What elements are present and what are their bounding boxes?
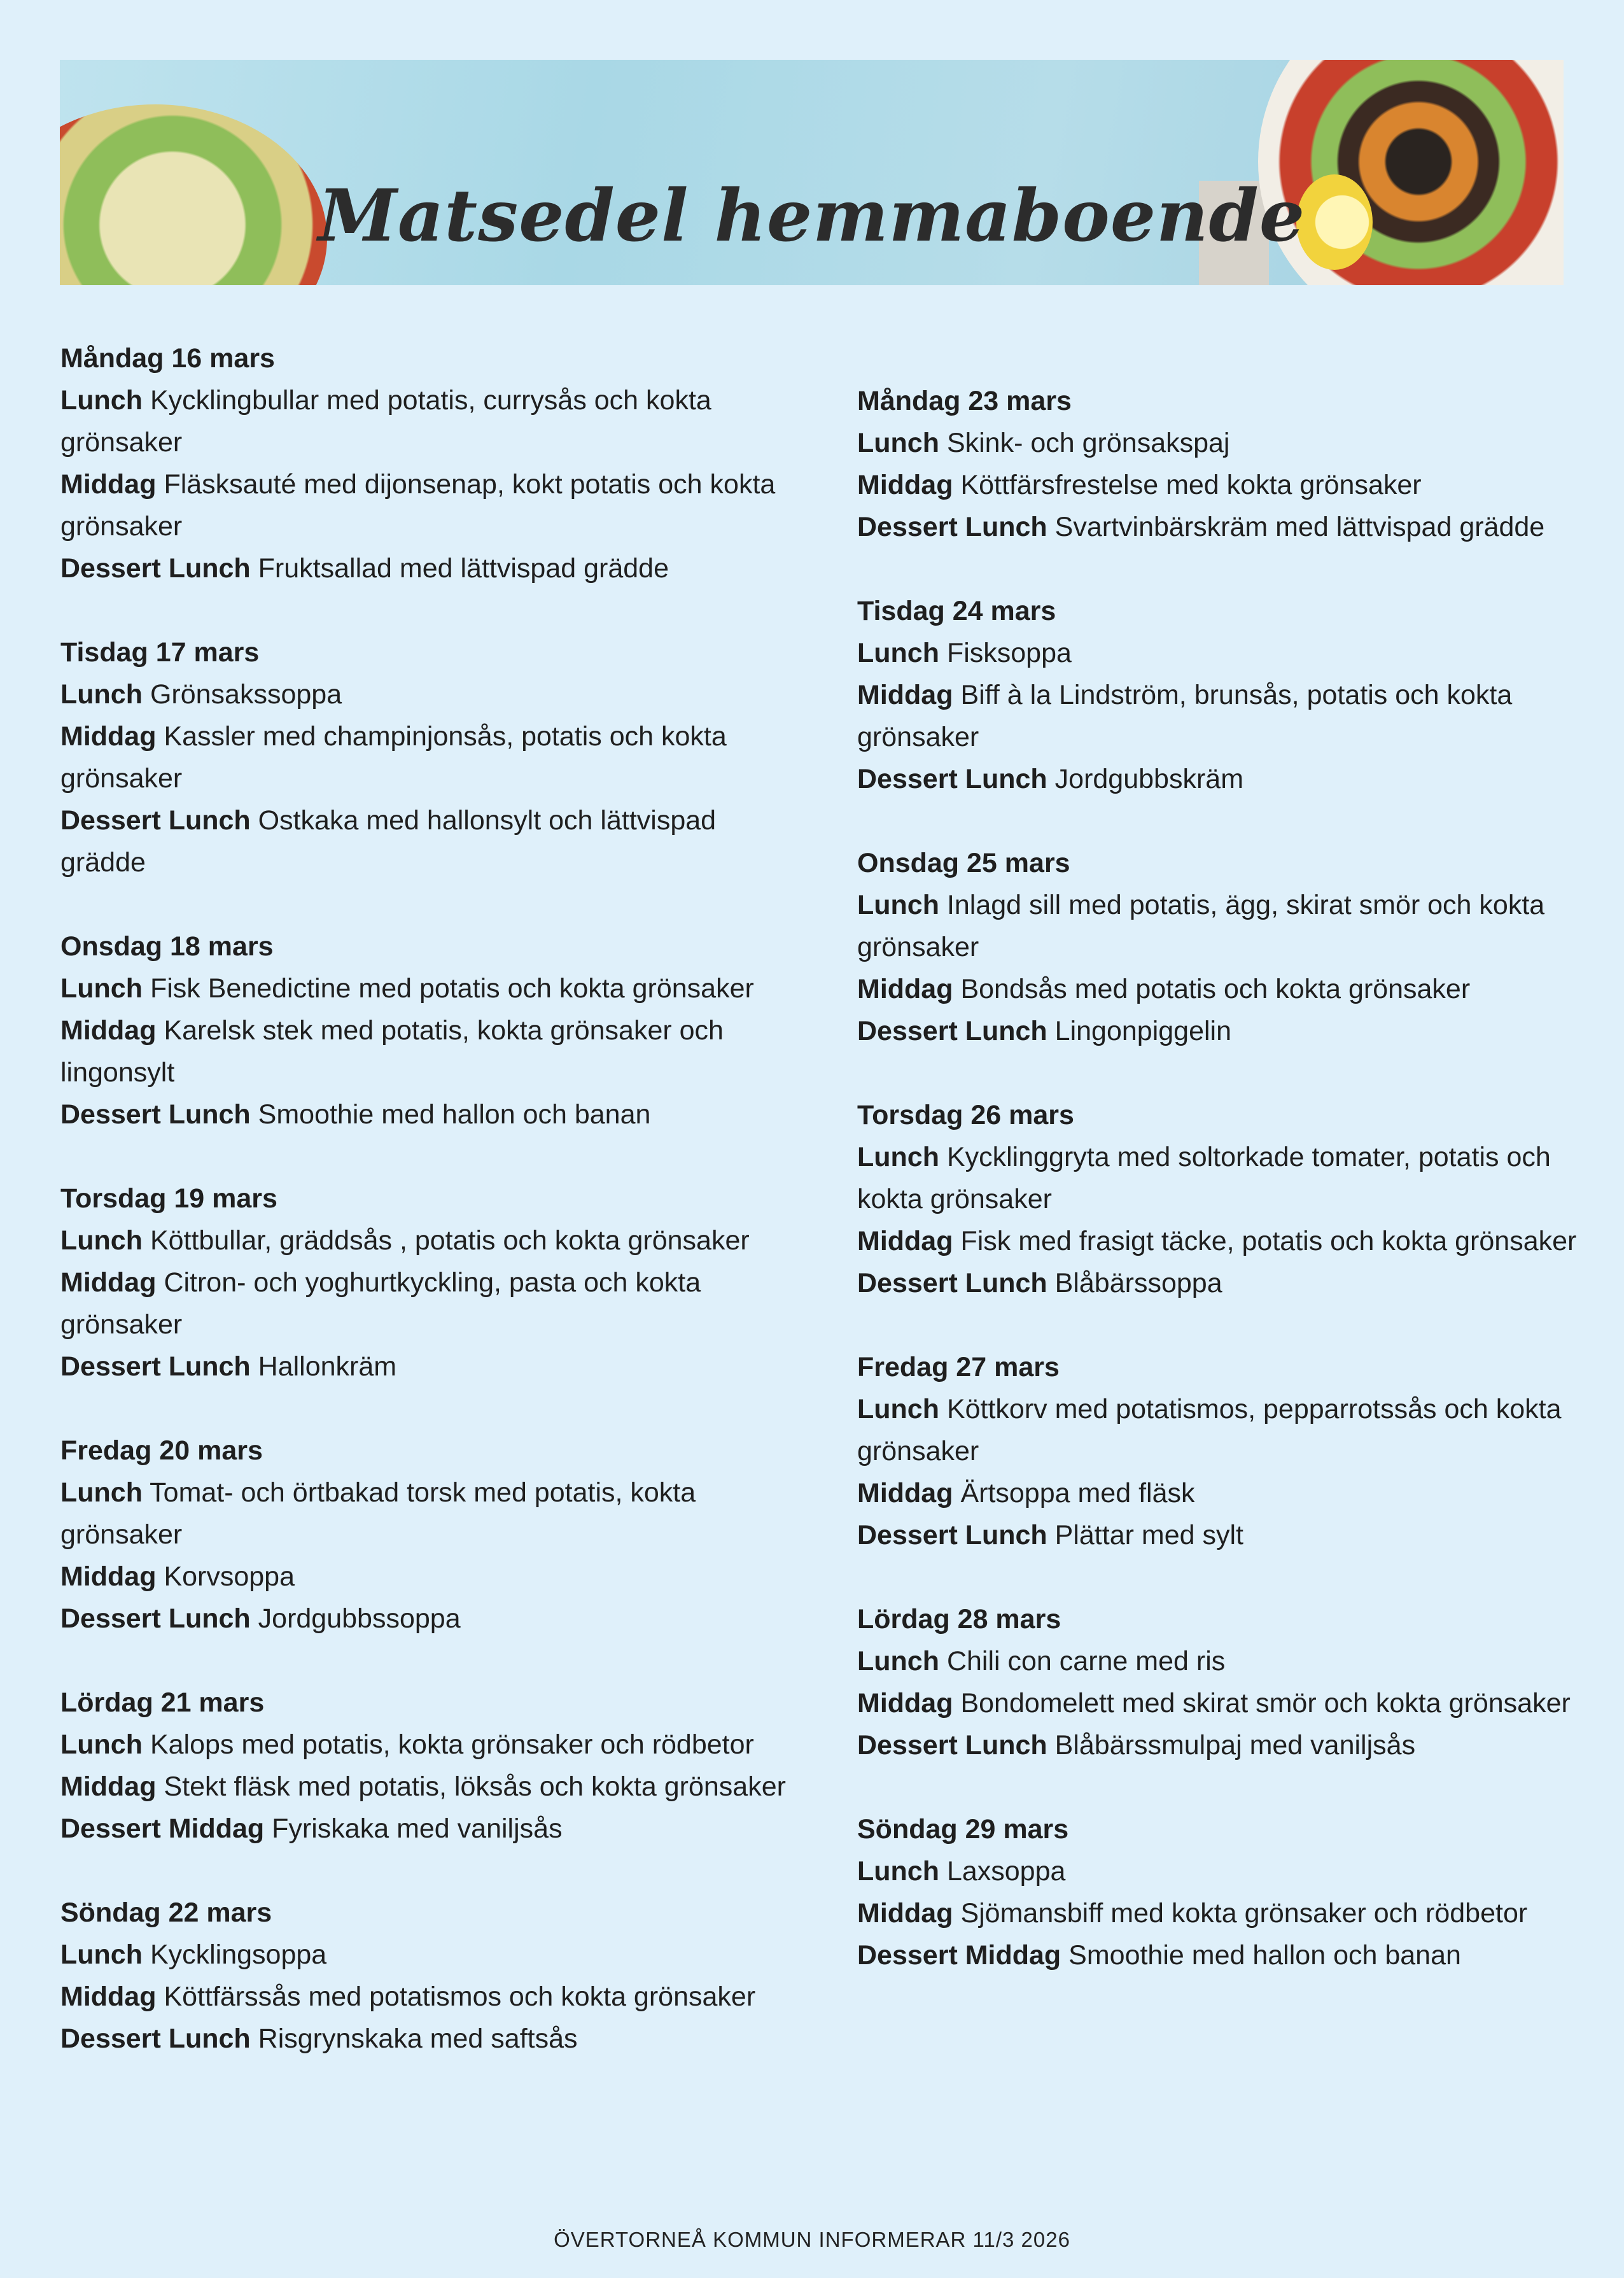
meal-text: Blåbärssmulpaj med vaniljsås xyxy=(1054,1730,1416,1761)
meal-label: Lunch xyxy=(60,1225,143,1256)
menu-column-left xyxy=(60,337,786,2102)
meal-text: Smoothie med hallon och banan xyxy=(1068,1940,1461,1971)
day-title: Torsdag 19 mars xyxy=(60,1183,277,1214)
meal-label: Middag xyxy=(857,1898,953,1929)
meal-line xyxy=(60,1346,786,1388)
meal-line xyxy=(857,1850,1583,1892)
meal-line xyxy=(60,1262,786,1346)
meal-line xyxy=(60,1808,786,1850)
day-title: Söndag 22 mars xyxy=(60,1897,272,1928)
meal-label: Lunch xyxy=(60,1939,143,1970)
day-title: Tisdag 24 mars xyxy=(857,596,1056,626)
meal-label: Dessert Lunch xyxy=(857,764,1047,794)
meal-line xyxy=(60,1472,786,1556)
meal-label: Middag xyxy=(60,1981,157,2012)
meal-label: Lunch xyxy=(60,973,143,1004)
meal-label: Middag xyxy=(60,1771,157,1802)
meal-label: Dessert Lunch xyxy=(60,553,251,584)
meal-label: Middag xyxy=(857,974,953,1004)
meal-label: Middag xyxy=(857,1478,953,1508)
meal-label: Dessert Middag xyxy=(60,1813,265,1844)
day-title: Lördag 28 mars xyxy=(857,1604,1061,1635)
day-block xyxy=(60,1892,786,2060)
meal-line xyxy=(60,1009,786,1093)
meal-label: Middag xyxy=(857,1688,953,1719)
day-block xyxy=(857,590,1583,800)
meal-label: Middag xyxy=(857,1226,953,1256)
meal-label: Dessert Lunch xyxy=(857,512,1047,542)
meal-line xyxy=(60,673,786,715)
meal-label: Dessert Lunch xyxy=(60,1603,251,1634)
meal-line xyxy=(857,1892,1583,1934)
meal-line xyxy=(60,1934,786,1976)
meal-line xyxy=(857,506,1583,548)
meal-line xyxy=(60,1556,786,1598)
meal-line xyxy=(857,758,1583,800)
header-banner xyxy=(60,60,1564,285)
meal-text: Fisk med frasigt täcke, potatis och kokta grönsaker xyxy=(960,1226,1577,1256)
meal-text: Karelsk stek med potatis, kokta grönsaker och lingonsylt xyxy=(60,1015,724,1088)
meal-line xyxy=(857,1724,1583,1766)
meal-line xyxy=(857,464,1583,506)
meal-line xyxy=(60,1724,786,1766)
meal-line xyxy=(857,1682,1583,1724)
meal-label: Lunch xyxy=(857,890,939,920)
meal-text: Fisk Benedictine med potatis och kokta grönsaker xyxy=(150,973,754,1004)
meal-line xyxy=(857,1934,1583,1976)
meal-label: Middag xyxy=(60,1561,157,1592)
meal-text: Köttkorv med potatismos, pepparrotssås och kokta grönsaker xyxy=(857,1394,1562,1466)
day-title: Måndag 16 mars xyxy=(60,343,275,374)
menu-column-right xyxy=(857,380,1583,2018)
meal-line xyxy=(60,379,786,463)
meal-label: Lunch xyxy=(857,1646,939,1677)
meal-text: Bondsås med potatis och kokta grönsaker xyxy=(960,974,1471,1004)
meal-text: Kycklinggryta med soltorkade tomater, potatis och kokta grönsaker xyxy=(857,1142,1551,1214)
meal-label: Lunch xyxy=(60,1477,143,1508)
meal-text: Köttfärsfrestelse med kokta grönsaker xyxy=(960,470,1422,500)
day-block xyxy=(60,1430,786,1640)
meal-label: Lunch xyxy=(60,1729,143,1760)
meal-line xyxy=(857,1388,1583,1472)
meal-line xyxy=(857,1136,1583,1220)
meal-label: Dessert Lunch xyxy=(857,1268,1047,1298)
meal-line xyxy=(857,632,1583,674)
day-block xyxy=(857,1808,1583,1976)
meal-text: Svartvinbärskräm med lättvispad grädde xyxy=(1054,512,1545,542)
meal-line xyxy=(60,715,786,799)
meal-line xyxy=(60,1766,786,1808)
meal-text: Plättar med sylt xyxy=(1054,1520,1243,1550)
day-title: Fredag 27 mars xyxy=(857,1352,1060,1382)
meal-text: Köttbullar, gräddsås , potatis och kokta grönsaker xyxy=(150,1225,750,1256)
meal-text: Kycklingsoppa xyxy=(150,1939,327,1970)
meal-text: Korvsoppa xyxy=(164,1561,295,1592)
meal-text: Kycklingbullar med potatis, currysås och kokta grönsaker xyxy=(60,385,711,458)
day-title: Torsdag 26 mars xyxy=(857,1100,1074,1130)
day-block xyxy=(60,1178,786,1388)
meal-line xyxy=(857,674,1583,758)
footer-text: ÖVERTORNEÅ KOMMUN INFORMERAR 11/3 2026 xyxy=(554,2228,1070,2251)
meal-label: Lunch xyxy=(857,638,939,668)
meal-text: Jordgubbskräm xyxy=(1054,764,1244,794)
meal-text: Inlagd sill med potatis, ägg, skirat smör och kokta grönsaker xyxy=(857,890,1545,962)
meal-label: Middag xyxy=(60,721,157,752)
meal-text: Köttfärssås med potatismos och kokta grönsaker xyxy=(164,1981,756,2012)
meal-text: Stekt fläsk med potatis, löksås och kokta grönsaker xyxy=(164,1771,786,1802)
meal-line xyxy=(60,1220,786,1262)
day-title: Fredag 20 mars xyxy=(60,1435,263,1466)
meal-label: Dessert Middag xyxy=(857,1940,1061,1971)
meal-text: Hallonkräm xyxy=(258,1351,397,1382)
meal-label: Dessert Lunch xyxy=(857,1520,1047,1550)
day-title: Tisdag 17 mars xyxy=(60,637,260,668)
meal-text: Grönsakssoppa xyxy=(150,679,342,710)
meal-line xyxy=(60,2018,786,2060)
day-block xyxy=(857,1094,1583,1304)
meal-text: Kalops med potatis, kokta grönsaker och rödbetor xyxy=(150,1729,754,1760)
meal-label: Dessert Lunch xyxy=(60,1351,251,1382)
meal-line xyxy=(60,799,786,883)
day-block xyxy=(857,1598,1583,1766)
meal-text: Laxsoppa xyxy=(946,1856,1066,1887)
meal-line xyxy=(857,884,1583,968)
day-block xyxy=(857,842,1583,1052)
meal-label: Dessert Lunch xyxy=(857,1016,1047,1046)
meal-line xyxy=(857,1220,1583,1262)
meal-label: Dessert Lunch xyxy=(60,2023,251,2054)
meal-text: Skink- och grönsakspaj xyxy=(946,428,1230,458)
page-title: Matsedel hemmaboende xyxy=(318,174,1306,258)
meal-text: Fisksoppa xyxy=(946,638,1072,668)
meal-text: Chili con carne med ris xyxy=(946,1646,1226,1677)
meal-text: Lingonpiggelin xyxy=(1054,1016,1232,1046)
day-title: Söndag 29 mars xyxy=(857,1814,1069,1845)
meal-line xyxy=(60,1093,786,1135)
meal-line xyxy=(857,1514,1583,1556)
meal-text: Sjömansbiff med kokta grönsaker och rödbetor xyxy=(960,1898,1528,1929)
meal-line xyxy=(60,463,786,547)
meal-line xyxy=(60,547,786,589)
meal-text: Smoothie med hallon och banan xyxy=(258,1099,651,1130)
meal-text: Bondomelett med skirat smör och kokta grönsaker xyxy=(960,1688,1571,1719)
meal-line xyxy=(857,1262,1583,1304)
day-block xyxy=(60,631,786,883)
meal-label: Lunch xyxy=(857,1394,939,1424)
meal-text: Fyriskaka med vaniljsås xyxy=(272,1813,563,1844)
meal-label: Middag xyxy=(857,680,953,710)
meal-label: Middag xyxy=(60,1015,157,1046)
meal-line xyxy=(60,1598,786,1640)
meal-line xyxy=(857,422,1583,464)
meal-line xyxy=(857,968,1583,1010)
meal-text: Ostkaka med hallonsylt och lättvispad grädde xyxy=(60,805,717,878)
day-title: Måndag 23 mars xyxy=(857,386,1072,416)
meal-text: Biff à la Lindström, brunsås, potatis och kokta grönsaker xyxy=(857,680,1513,752)
day-block xyxy=(60,337,786,589)
meal-text: Risgrynskaka med saftsås xyxy=(258,2023,578,2054)
meal-line xyxy=(857,1640,1583,1682)
meal-label: Dessert Lunch xyxy=(60,805,251,836)
day-block xyxy=(857,1346,1583,1556)
meal-text: Jordgubbssoppa xyxy=(258,1603,461,1634)
meal-text: Blåbärssoppa xyxy=(1054,1268,1222,1298)
meal-text: Fruktsallad med lättvispad grädde xyxy=(258,553,669,584)
meal-text: Ärtsoppa med fläsk xyxy=(960,1478,1195,1508)
meal-line xyxy=(857,1472,1583,1514)
day-block xyxy=(60,925,786,1135)
day-block xyxy=(60,1682,786,1850)
day-title: Onsdag 18 mars xyxy=(60,931,274,962)
meal-label: Middag xyxy=(60,469,157,500)
meal-label: Lunch xyxy=(857,1142,939,1172)
meal-label: Lunch xyxy=(60,385,143,416)
meal-line xyxy=(857,1010,1583,1052)
day-title: Lördag 21 mars xyxy=(60,1687,265,1718)
meal-label: Dessert Lunch xyxy=(60,1099,251,1130)
meal-label: Dessert Lunch xyxy=(857,1730,1047,1761)
meal-line xyxy=(60,1976,786,2018)
day-title: Onsdag 25 mars xyxy=(857,848,1070,878)
day-block xyxy=(857,380,1583,548)
meal-label: Middag xyxy=(857,470,953,500)
meal-label: Lunch xyxy=(857,1856,939,1887)
meal-line xyxy=(60,967,786,1009)
meal-text: Tomat- och örtbakad torsk med potatis, kokta grönsaker xyxy=(60,1477,696,1550)
meal-label: Lunch xyxy=(857,428,939,458)
meal-text: Fläsksauté med dijonsenap, kokt potatis och kokta grönsaker xyxy=(60,469,776,542)
meal-label: Middag xyxy=(60,1267,157,1298)
meal-text: Kassler med champinjonsås, potatis och kokta grönsaker xyxy=(60,721,727,794)
meal-text: Citron- och yoghurtkyckling, pasta och kokta grönsaker xyxy=(60,1267,701,1340)
meal-label: Lunch xyxy=(60,679,143,710)
